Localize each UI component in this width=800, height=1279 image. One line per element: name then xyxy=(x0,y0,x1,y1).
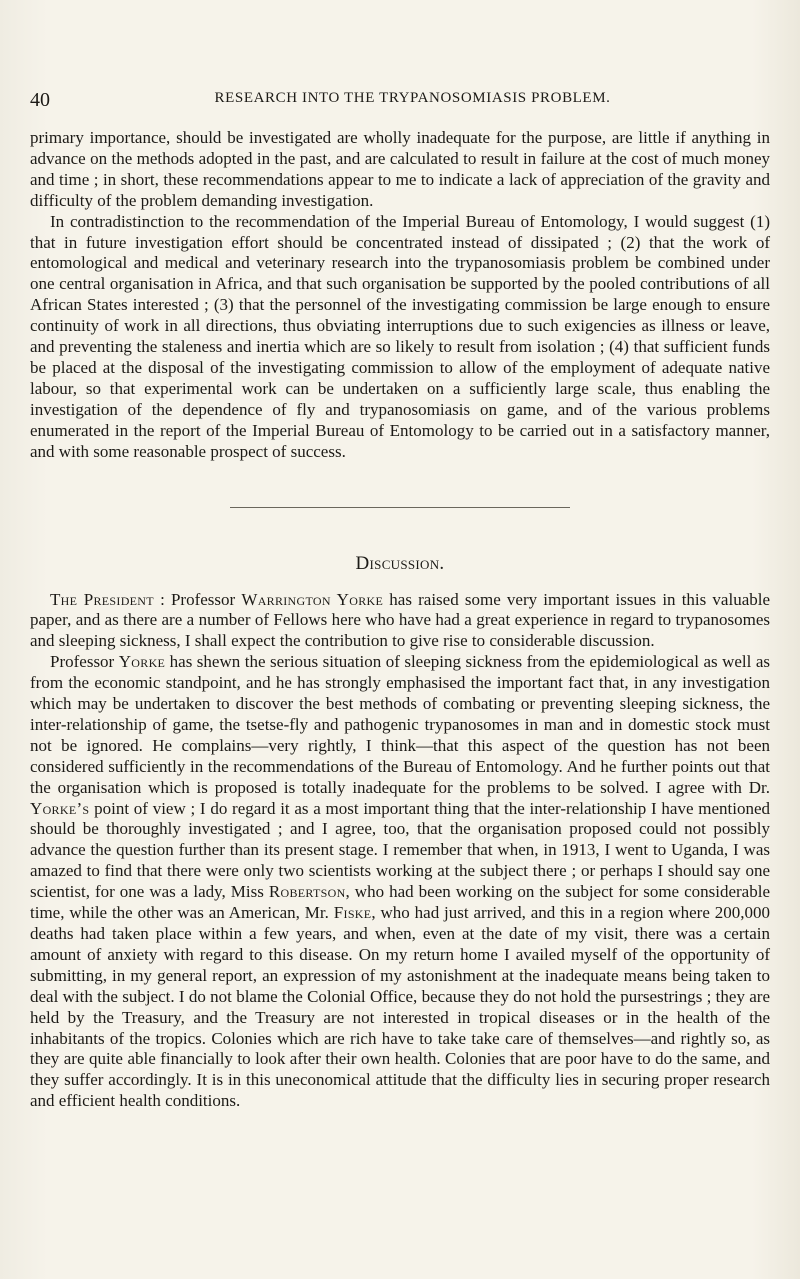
section-divider xyxy=(230,507,570,508)
text-run: point of view ; I do regard it as a most important thing that the inter-relationship I have mentioned should be thoroughly investigated ; and I agree, too, that the organisation proposed could not possibly advance the question further than its present stage. I remember that when, in 1913, I went to Uganda, I was amazed to find that there were only two scientists working at the subject there ; or perhaps I should say one scientist, for one was a lady, Miss xyxy=(30,798,770,902)
person-name: Robertson xyxy=(268,882,346,902)
discussion-paragraph-president xyxy=(30,590,770,653)
body-text xyxy=(30,128,770,1112)
text-run: Professor xyxy=(50,652,119,672)
person-name: Yorke xyxy=(118,652,166,672)
person-name: Warrington Yorke xyxy=(241,589,384,609)
text-run: has shewn the serious situation of sleeping sickness from the epidemiological as well as from the economic standpoint, and he has strongly emphasised the important fact that, in any investigation which may be undertaken to discover the best methods of combating or preventing sleeping sickness, the inter-relationship of game, the tsetse-fly and pathogenic trypanosomes in man and in domestic stock must not be ignored. He complains—very rightly, I think—that this aspect of the question has not been considered sufficiently in the recommendations of the Bureau of Entomology. And he further points out that the organisation which is proposed is totally inadequate for the problems to be solved. I agree with Dr. xyxy=(30,652,771,797)
paragraph-recommendations: In contradistinction to the recommendation of the Imperial Bureau of Entomology, I would suggest (1) that in future investigation effort should be concentrated instead of dissipated ; (2) that the work of entomological and medical and veterinary research into the trypanosomiasis problem be combined under one central organisation in Africa, and that such organisation be supported by the pooled contributions of all African States interested ; (3) that the personnel of the investigating commission be large enough to ensure continuity of work in all directions, thus obviating interruptions due to such exigencies as illness or leave, and preventing the staleness and inertia which are so likely to result from isolation ; (4) that sufficient funds be placed at the disposal of the investigating commission to allow of the employment of adequate native labour, so that experimental work can be undertaken on a sufficiently large scale, thus enabling the investigation of the dependence of fly and trypanosomiasis on game, and of the various problems enumerated in the report of the Imperial Bureau of Entomology to be carried out in a satisfactory manner, and with some reasonable prospect of success. xyxy=(30,211,770,461)
text-run: , who had been working on the subject for some considerable time, while the other was an American, Mr. xyxy=(30,882,770,923)
running-head: RESEARCH INTO THE TRYPANOSOMIASIS PROBLEM. xyxy=(214,90,611,106)
person-name: Yorke’s xyxy=(30,798,90,818)
page-number: 40 xyxy=(30,89,50,111)
speaker-name: The President xyxy=(50,589,154,609)
page-header xyxy=(30,88,775,112)
text-run: , who had just arrived, and this in a region where 200,000 deaths had taken place within a few years, and when, even at the date of my visit, there was a certain amount of anxiety with regard to this disease. On my return home I availed myself of the opportunity of submitting, in my general report, an expression of my astonishment at the inadequate means being taken to deal with the subject. I do not blame the Colonial Office, because they do not hold the pursestrings ; they are held by the Treasury, and the Treasury are not interested in tropical diseases or in the health of the inhabitants of the tropics. Colonies which are rich have to take take care of themselves—and rightly so, as they are quite able financially to look after their own health. Colonies that are poor have to do the same, and they suffer accordingly. It is in this uneconomical attitude that the difficulty lies in securing proper research and efficient health conditions. xyxy=(30,903,771,1111)
discussion-heading: Discussion. xyxy=(355,552,445,574)
discussion-paragraph-main xyxy=(30,652,770,1112)
person-name: Fiske xyxy=(333,903,372,923)
text-run: has raised some very important issues in this valuable paper, and as there are a number of Fellows here who have had a great experience in regard to trypanosomes and sleeping sickness, I shall expect the contribution to give rise to considerable discussion. xyxy=(30,589,771,651)
text-run: : Professor xyxy=(153,589,242,609)
paragraph-continuation: primary importance, should be investigated are wholly inadequate for the purpose, are little if anything in advance on the methods adopted in the past, and are calculated to result in failure at the cost of much money and time ; in short, these recommendations appear to me to indicate a lack of appreciation of the gravity and difficulty of the problem demanding investigation. xyxy=(30,128,770,210)
